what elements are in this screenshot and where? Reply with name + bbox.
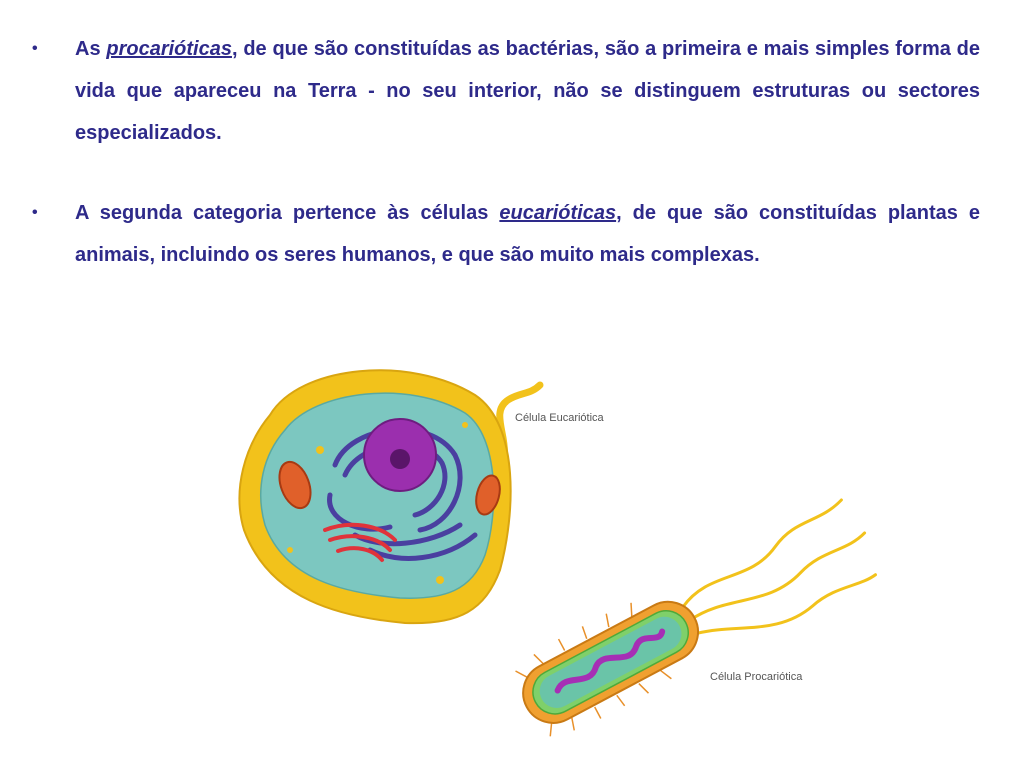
bullet-text-end: , de que são constituídas plantas e animais, incluindo os seres humanos, e que são muito mais complexas.: [75, 202, 980, 266]
bullet-list: [30, 28, 980, 276]
nucleolus: [390, 449, 410, 469]
eukaryote-label: Célula Eucariótica: [515, 412, 604, 424]
eukaryotic-cell: [239, 370, 540, 623]
prokaryotic-cell: [506, 489, 880, 749]
bacterium-flagella: [674, 498, 880, 662]
cell-illustration: [230, 355, 880, 750]
term-eucarioticas: eucarióticas: [499, 202, 617, 224]
term-procarioticas: procarióticas: [106, 38, 232, 60]
bullet-marker: •: [32, 40, 38, 57]
bullet-eucariotic: [30, 192, 980, 276]
bullet-text-end: , de que são constituídas as bactérias, são a primeira e mais simples forma de vida que apareceu na Terra - no seu interior, não se distinguem estruturas ou sectores especializados.: [75, 38, 980, 144]
bullet-text-start: As: [75, 38, 107, 60]
bullet-procariotic: [30, 28, 980, 154]
prokaryote-label: Célula Procariótica: [710, 671, 803, 683]
bullet-text-start: A segunda categoria pertence às células: [75, 202, 500, 224]
bullet-marker: •: [32, 204, 38, 221]
